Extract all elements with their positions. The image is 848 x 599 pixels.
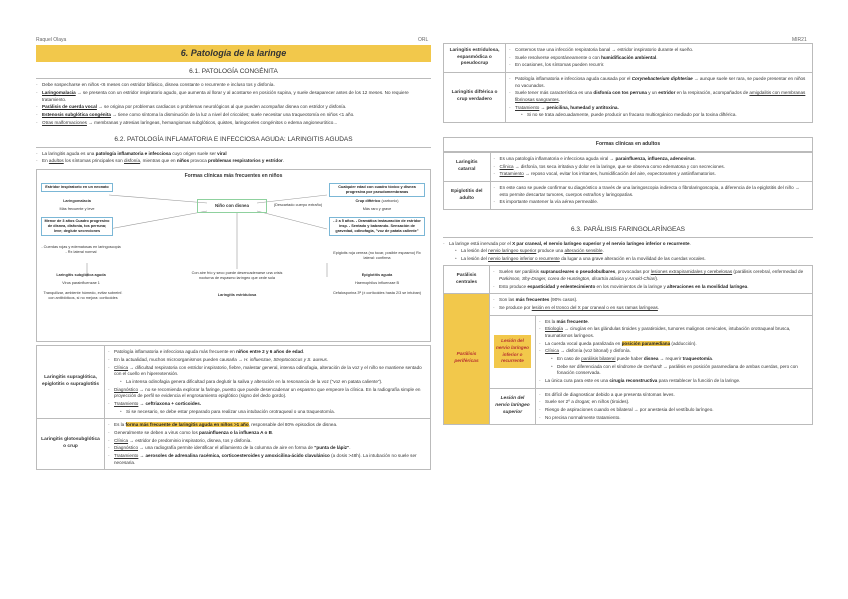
list-item: - Patología inflamatoria e infecciosa aguda más frecuente en niños entre 2 y 6 años de edad. (108, 349, 427, 356)
row-label-recurrent: Lesión del nervio laríngeo inferior o recurrente (494, 335, 531, 368)
list-item: - Es una patología inflamatoria e infecciosa aguda viral → parainfluenza, influenza, adenovirus. (494, 156, 810, 163)
table-row (444, 294, 813, 315)
list-item: - Es importante mantener la vía aérea permeable. (494, 199, 810, 206)
list-item: - Riesgo de aspiraciones cuando es bilateral → por anestesia del vestíbulo laríngeo. (539, 407, 809, 414)
list-item: - La laringitis aguda es una patología inflamatoria e infecciosa cuyo origen suele ser viral (36, 151, 431, 158)
row-label-diphtheria: Laringitis diftérica o crup verdadero (444, 72, 506, 122)
list-item: - Suelen ser parálisis supranucleares o pseudobulbares, provocadas por lesiones extrapiramidales y cerebelosas (parálisis cerebral, enfermedad de Parkinson, Shy-Drager, corea de Huntington, disartria atáxica y Arnold-Chiari). (493, 269, 809, 282)
epiglottitis-box: - 2 a 5 años. - Dramática instauración de estridor insp. - Sentado y babeando. Sensación de gravedad, odinofagia, "voz de patata caliente" (329, 217, 425, 236)
list-item: • Si no se trata adecuadamente, puede producir un fracaso multiorgánico mediado por la toxina diftérica. (521, 112, 809, 119)
list-item: - Es difícil de diagnosticar debido a que presenta síntomas leves. (539, 392, 809, 399)
list-item: - Clínica → estridor de predominio inspiratorio, disnea, tos y disfonía. (108, 438, 427, 445)
laryngomalacia-note: Más frecuente y leve (59, 207, 95, 212)
list-item: • En caso de parálisis bilateral puede haber disnea → requerir traqueotomía. (551, 356, 809, 363)
list-item: - En la actualidad, muchos microorganismos pueden causarla → H. influenzae, Streptococcus y S. aureus. (108, 357, 427, 364)
row-content (490, 266, 813, 294)
header-course: MIR21 (792, 37, 807, 43)
page-title: 6. Patología de la laringe (36, 45, 431, 62)
center-note: (Descartado cuerpo extraño) (273, 203, 323, 208)
section-62-list (36, 151, 431, 165)
adult-forms-table (444, 152, 812, 209)
left-page (36, 45, 431, 470)
list-item: - Tratamiento → ceftriaxona + corticoides. • Si se necesario, se debe estar preparado para realizar una intubación orotraqueal o una traqueotomía. (108, 401, 427, 415)
list-item: - Suele tener más característica es una disfonía con tos perruna y un estridor en la respiración, acompañados de amigdalitis con membranas fibrinosas sangrantes. (509, 90, 809, 103)
list-item: - Clínica → dificultad respiratoria con estridor inspiratorio, fiebre, malestar general, intensa odinofagia, alteración de la voz y el niño se mantiene sentado con el cuello en hiperextensión. • La intensa odinofagia genera dificultad para deglutir la saliva y alteración en la resonancia de la voz ("voz en patata caliente"). (108, 365, 427, 386)
list-item: - Se produce por lesión en el tronco del X par craneal o en sus ramas laríngeas. (493, 305, 809, 312)
list-item: • La intensa odinofagia genera dificultad para deglutir la saliva y alteración en la resonancia de la voz ("voz en patata caliente"). (120, 379, 427, 386)
list-item: - Son las más frecuentes (90% casos). (493, 297, 809, 304)
row-content (490, 182, 812, 209)
croup-label: Crup diftérico (carbonio) (355, 199, 399, 204)
list-item: - Debe sospecharse en niños <6 meses con estridor bifásico, disnea constante o recurrente e incluso tos y disfonía. (36, 82, 431, 89)
table-row (444, 72, 813, 122)
table-row (444, 388, 813, 425)
subglottic-box: Menor de 3 años Cuadro progresivo de disnea, disfonía, tos perruna; leve; deglute secreciones (41, 217, 113, 236)
pediatric-forms-diagram (36, 169, 431, 342)
row-label-spasmodic: Laringitis estridulosa, espasmódica o pseudocrup (444, 44, 506, 73)
row-label-superior: Lesión del nervio laríngeo superior (490, 388, 536, 425)
croup-note: Más raro y grave (362, 207, 392, 212)
section-61-list (36, 82, 431, 126)
row-label-adult-epiglottitis: Epiglotitis del adulto (444, 182, 490, 209)
row-label-supraglottitis: Laringitis supraglótica, epiglotitis o supraglotitis (37, 346, 105, 419)
list-item: • La lesión del nervio laríngeo inferior o recurrente da lugar a una grave alteración en la movilidad de las cuerdas vocales. (455, 256, 813, 263)
row-label-recurrent-cell (490, 315, 536, 388)
row-content (506, 72, 813, 122)
row-content (536, 388, 813, 425)
list-item: - Suele ser 2º a drogas; en niños (tiroides). (539, 399, 809, 406)
adult-forms-box (443, 137, 813, 210)
list-item: - La laringe está inervada por el X par craneal, el nervio laríngeo superior y el nervio laríngeo inferior o recurrente. • La lesión del nervio laríngeo superior produce una alteración sensible. • La lesión del nervio laríngeo inferior o recurrente da lugar a una grave alteración en la movilidad de las cuerdas vocales. (443, 241, 813, 263)
row-label-croup: Laringitis glotosubglótica o crup (37, 419, 105, 470)
table-row (37, 419, 431, 470)
list-item: - Estenosis subglótica congénita → tiene como síntoma la disminución de la luz a nivel del cricoides; suele necesitar una traqueotomía en niños <1 año. (36, 112, 431, 119)
list-item: - Clínica → disfonía (voz bitonal) y disfonía. • En caso de parálisis bilateral puede haber disnea → requerir traqueotomía. • Debe ser diferenciada con el síndrome de Gerhardt → parálisis en posición paramediana de ambas cuerdas, pero con fonación conservada. (539, 348, 809, 377)
table-row (444, 266, 813, 294)
spasmodic-label: Laringitis estridulosa (217, 293, 257, 298)
header-subject: ORL (418, 37, 429, 43)
paralysis-table (443, 265, 813, 425)
list-item: • Si se necesario, se debe estar preparado para realizar una intubación orotraqueal o una traqueotomía. (120, 409, 427, 416)
list-item: - Es la forma más frecuente de laringitis aguda en niños >1 año, responsable del 80% episodios de disnea. (108, 422, 427, 429)
list-item: - Patología inflamatoria e infecciosa aguda causada por el Corynebacterium diphteriae → aunque suele ser rara, se puede presentar en niños no vacunados. (509, 76, 809, 89)
right-page (443, 43, 813, 425)
row-content (536, 315, 813, 388)
center-node: Niño con disnea (197, 199, 267, 213)
table-row (444, 44, 813, 73)
row-label-peripheral: Parálisis periféricas (444, 294, 490, 425)
section-61-title: 6.1. PATOLOGÍA CONGÉNITA (36, 64, 431, 79)
row-content (490, 153, 812, 182)
list-item: - No precisa normalmente tratamiento. (539, 415, 809, 422)
table-row (37, 346, 431, 419)
list-item: - Tratamiento → aerosoles de adrenalina racémica, corticoesteroides y amoxicilina-ácido clavulánico (a dosis >48h). La intubación no suele ser necesaria. (108, 453, 427, 466)
list-item: - Diagnóstico → no se recomienda explorar la faringe, puesto que puede desencadenar un espasmo que empeore la clínica. En la radiografía simple en proyección de perfil se evidencia el engrosamiento epiglótico (signo del dedo gordo). (108, 387, 427, 400)
row-content (490, 294, 813, 315)
laryngitis-table (36, 345, 431, 470)
epiglottitis-treatment: Cefalosporina 3ª (± corticoides hasta 2/3 se intuban) (332, 291, 422, 296)
laryngomalacia-box: Estridor inspiratorio en un neonato (41, 183, 113, 192)
list-item: - Parálisis de cuerda vocal → se origina por problemas cardiacos o problemas neurológicos al que pueden acompañar disnea con estridor y disfonía. (36, 104, 431, 111)
list-item: - Tratamiento → reposo vocal, evitar los irritantes, humidificación del aire, expectorantes y antiinflamatorios. (494, 171, 810, 178)
table-row (444, 153, 812, 182)
epiglottitis-label: Epiglotitis aguda (361, 273, 393, 278)
spasmodic-box: Con aire frío y seco puede desencadenarse una crisis nocturna de espasmo laríngeo que cede sola (191, 271, 283, 281)
list-item: - Etiología → cirugías en las glándulas tiroides y paratiroides, tumores malignos cervicales, intubación orotraqueal brusca, traumatismos laríngeos. (539, 326, 809, 339)
section-62-title: 6.2. PATOLOGÍA INFLAMATORIA E INFECCIOSA AGUDA: LARINGITIS AGUDAS (36, 132, 431, 147)
header-author: Raquel Olaya (36, 37, 67, 43)
list-item: - En ocasiones, los síntomas pueden recurrir. (509, 62, 809, 69)
list-item: - Generalmente se deben a virus como los parainfluenza o la influenza A o B. (108, 430, 427, 437)
list-item: - En este caso se puede confirmar su diagnóstico a través de una laringoscopia indirecta o fibrolaringoscopia, a diferencia de la epiglotitis del niño → esto permite descartar tumores, cuerpos extraños y laringopatías. (494, 185, 810, 198)
list-item: - Esto produce espasticidad y enlentecimiento en los movimientos de la laringe y alteraciones en la movilidad laríngea. (493, 284, 809, 291)
list-item: - Clínica → disfonía, tos seca irritativa y dolor en la laringe, que se observa como edematosa y con secreciones. (494, 164, 810, 171)
list-item: - Otras malformaciones → membranas y atresias laríngeas, hemangiomas subglóticos, quistes, laringoceles congénitos o edema angioneurótico... (36, 120, 431, 127)
row-content (105, 346, 431, 419)
croup-box: Cualquier edad con cuadro tóxico y disnea progresiva por pseudomembranas (329, 183, 425, 197)
row-content (506, 44, 813, 73)
diagram-title: Formas clínicas más frecuentes en niños (184, 173, 283, 180)
row-label-central: Parálisis centrales (444, 266, 490, 294)
adult-forms-title: Formas clínicas en adultos (444, 138, 812, 152)
list-item: - Suele resolverse espontáneamente o con humidificación ambiental. (509, 55, 809, 62)
epiglottitis-pathogen: Haemophilus influenzae B (354, 281, 400, 286)
list-item: - Contemos trae una infección respiratoria banal → estridor inspiratorio durante el sueño. (509, 47, 809, 54)
subglottic-findings: - Cuerdas rojas y edematosas en laringoscopia - Rx lateral normal (41, 245, 121, 255)
row-label-catarrhal: Laringitis catarral (444, 153, 490, 182)
list-item: - Tratamiento → penicilina, humedad y antitoxina. • Si no se trata adecuadamente, puede producir un fracaso multiorgánico mediado por la toxina diftérica. (509, 105, 809, 119)
subglottic-treatment: Tranquilizar, ambiente húmedo, evitar sobreinf. con antibióticos, si no mejora: corticoides (43, 291, 123, 301)
list-item: • Debe ser diferenciada con el síndrome de Gerhardt → parálisis en posición paramediana de ambas cuerdas, pero con fonación conservada. (551, 364, 809, 377)
list-item: - Laringomalacia → se presenta con un estridor inspiratorio agudo, que aumenta al llorar y al acostarse en posición supina, y suele desaparecer antes de los 12 meses. No requiere tratamiento. (36, 90, 431, 103)
diagram-canvas (37, 181, 430, 341)
list-item: - La cuerda vocal queda paralizada en posición paramediana (adducción). (539, 341, 809, 348)
row-content (105, 419, 431, 470)
section-63-title: 6.3. PARÁLISIS FARINGOLARÍNGEAS (443, 222, 813, 237)
laryngomalacia-label: Laringomalacia (63, 199, 91, 204)
list-item: - En adultos los síntomas principales son disfonía, mientras que en niños provoca problemas respiratorios y estridor. (36, 158, 431, 165)
pediatric-table-continued (443, 43, 813, 123)
list-item: - La única cura para este es una cirugía reconstructiva para restablecer la función de la laringe. (539, 378, 809, 385)
table-row (444, 182, 812, 209)
list-item: - Diagnóstico → una radiografía permite identificar el afilamiento de la columna de aire en forma de "punta de lápiz". (108, 445, 427, 452)
epiglottitis-findings: Epiglotis roja cereza (no tocar, posible espasmo) Rx lateral: confirma (333, 251, 421, 261)
list-item: - Es la más frecuente. (539, 319, 809, 326)
list-item: • La lesión del nervio laríngeo superior produce una alteración sensible. (455, 248, 813, 255)
subglottic-label: Laringitis subglótica aguda (56, 273, 106, 278)
section-63-list (443, 241, 813, 263)
table-row (444, 315, 813, 388)
subglottic-virus: Virus parainfluenzae 1 (62, 281, 100, 286)
